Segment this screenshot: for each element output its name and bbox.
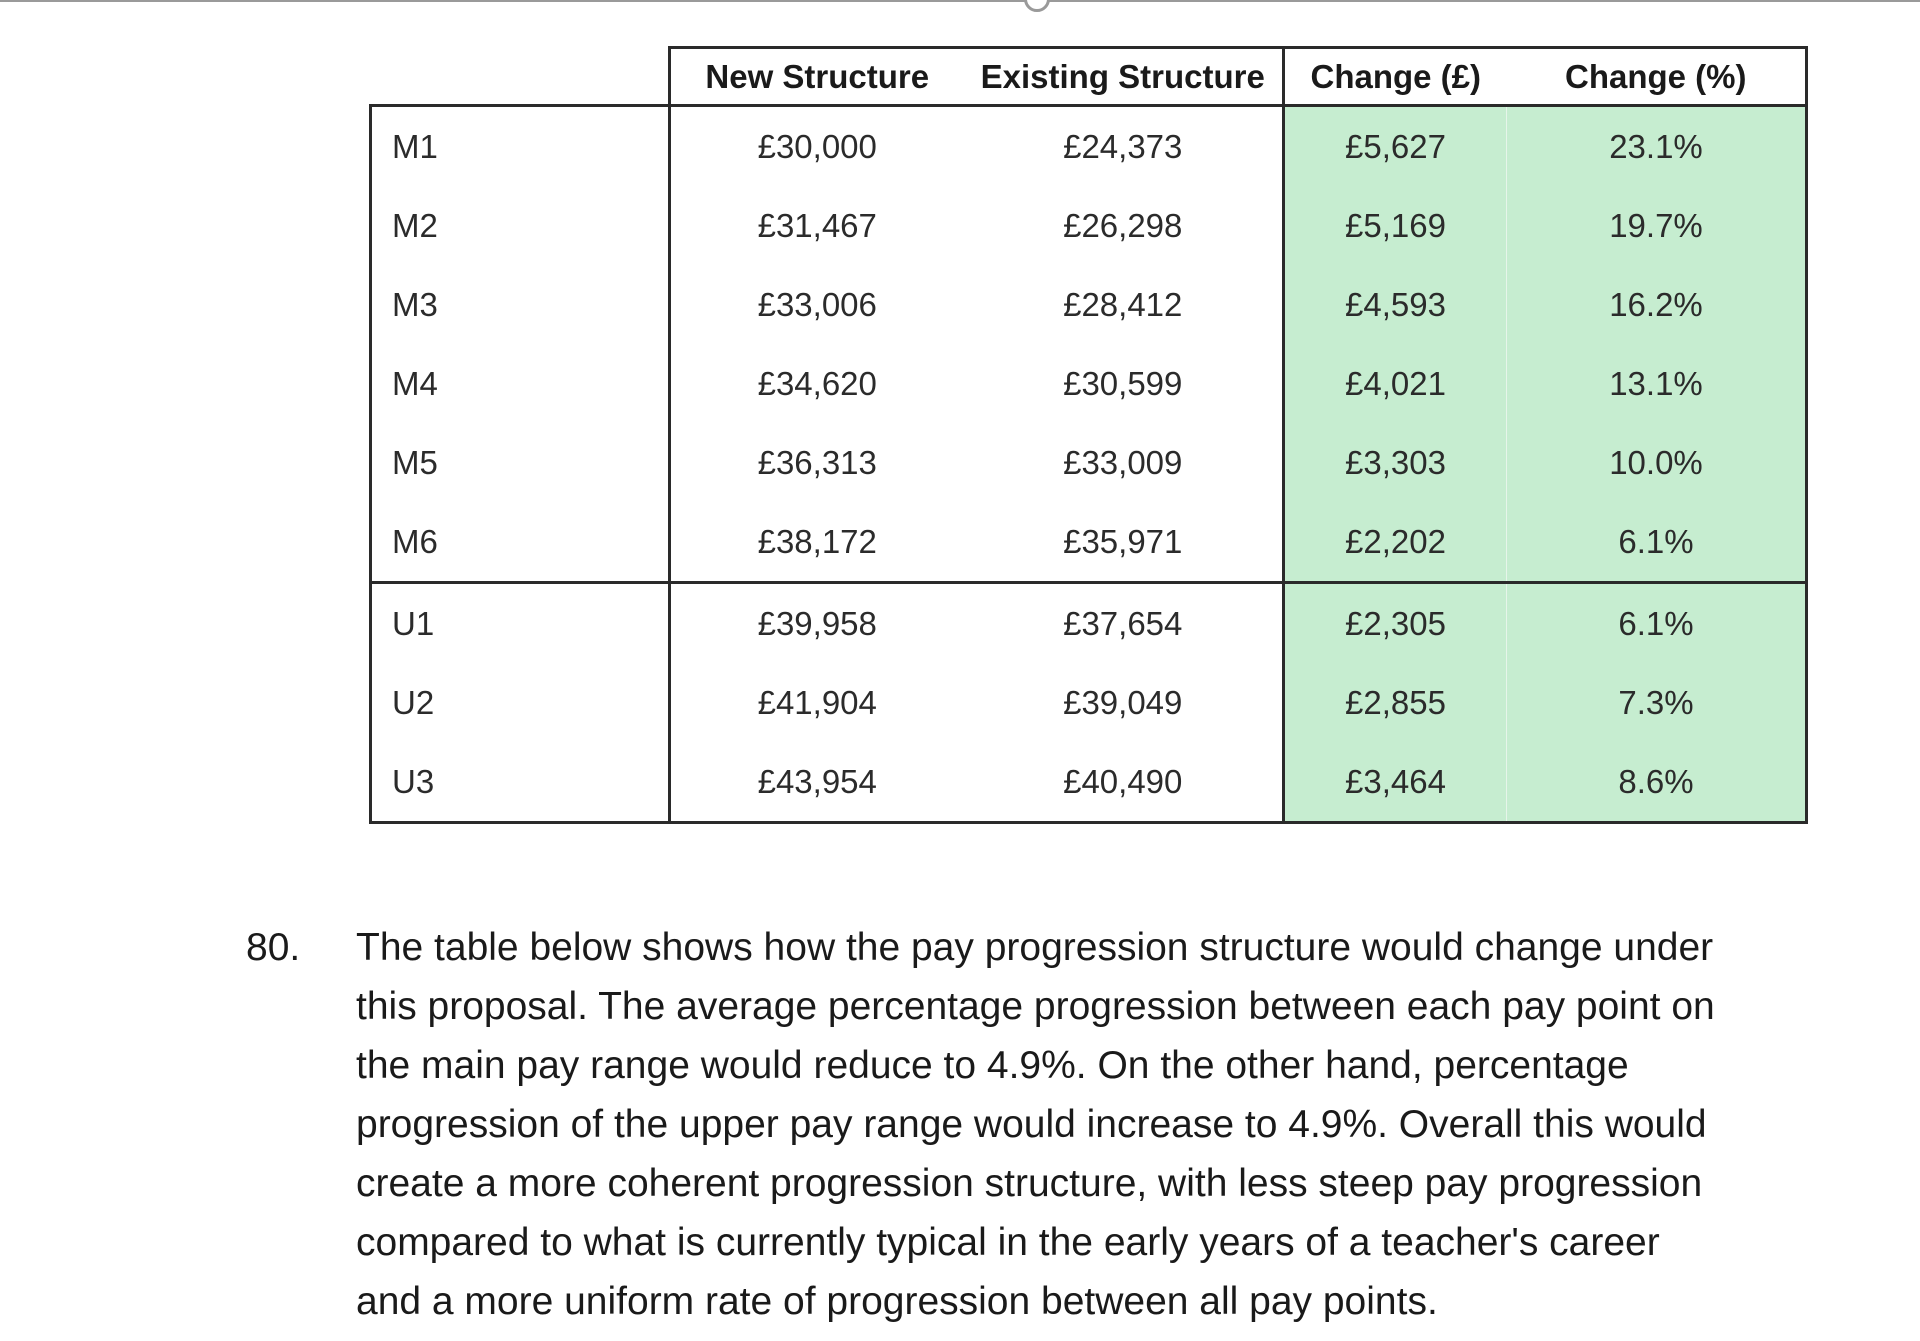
change-pct-value: 23.1%	[1507, 106, 1807, 187]
pay-point-label: M5	[371, 423, 670, 502]
change-pct-value: 19.7%	[1507, 186, 1807, 265]
existing-structure-value: £26,298	[964, 186, 1284, 265]
paragraph-line: progression of the upper pay range would increase to 4.9%. Overall this would	[356, 1103, 1707, 1146]
existing-structure-value: £28,412	[964, 265, 1284, 344]
header-existing-structure: Existing Structure	[964, 48, 1284, 106]
new-structure-value: £39,958	[757, 604, 877, 642]
existing-structure-value: £33,009	[964, 423, 1284, 502]
new-structure-value: £34,620	[757, 364, 877, 402]
new-structure-value: £33,006	[757, 285, 877, 323]
change-pct-value: 13.1%	[1507, 344, 1807, 423]
table-row	[371, 742, 1807, 823]
existing-structure-value: £24,373	[964, 106, 1284, 187]
table-row	[371, 583, 1807, 664]
pay-point-label: U3	[371, 742, 670, 823]
change-gbp-value: £3,464	[1284, 742, 1507, 823]
table-row	[371, 265, 1807, 344]
paragraph-line: The table below shows how the pay progression structure would change under	[356, 926, 1714, 969]
table-row	[371, 663, 1807, 742]
change-gbp-value: £4,021	[1284, 344, 1507, 423]
new-structure-value: £41,904	[757, 683, 877, 721]
change-gbp-value: £2,855	[1284, 663, 1507, 742]
change-gbp-value: £2,305	[1284, 583, 1507, 664]
paragraph-line: the main pay range would reduce to 4.9%. On the other hand, percentage	[356, 1044, 1629, 1087]
new-structure-value: £38,172	[670, 502, 964, 583]
table-row	[371, 423, 1807, 502]
new-structure-value: £30,000	[757, 127, 877, 165]
new-structure-value: £31,467	[757, 206, 877, 244]
table-row	[371, 502, 1807, 583]
change-gbp-value: £5,627	[1284, 106, 1507, 187]
change-pct-value: 8.6%	[1507, 742, 1807, 823]
pay-point-label: U2	[371, 663, 670, 742]
change-pct-value: 6.1%	[1507, 583, 1807, 664]
pay-point-label: M2	[371, 186, 670, 265]
new-structure-value: £43,954	[670, 742, 964, 823]
page-top-rule	[0, 0, 1920, 2]
change-gbp-value: £2,202	[1284, 502, 1507, 583]
paragraph-line: and a more uniform rate of progression between all pay points.	[356, 1280, 1438, 1323]
pay-point-label: M1	[371, 106, 670, 187]
table-row	[371, 186, 1807, 265]
existing-structure-value: £40,490	[964, 742, 1284, 823]
existing-structure-value: £39,049	[964, 663, 1284, 742]
header-blank-cell	[371, 48, 670, 106]
pay-point-label: M6	[371, 502, 670, 583]
change-pct-value: 6.1%	[1507, 502, 1807, 583]
table-header-row	[371, 48, 1807, 106]
paragraph-text	[356, 918, 1856, 1331]
pay-point-label: M3	[371, 265, 670, 344]
existing-structure-value: £37,654	[964, 583, 1284, 664]
paragraph-line: create a more coherent progression structure, with less steep pay progression	[356, 1162, 1703, 1205]
paragraph-number: 80.	[246, 926, 301, 969]
page-break-marker-icon	[1024, 0, 1050, 12]
change-gbp-value: £4,593	[1284, 265, 1507, 344]
table-row	[371, 344, 1807, 423]
table-row	[371, 106, 1807, 187]
new-structure-value: £36,313	[757, 443, 877, 481]
header-change-pct: Change (%)	[1507, 48, 1807, 106]
paragraph-80	[246, 918, 1866, 1331]
paragraph-line: this proposal. The average percentage progression between each pay point on	[356, 985, 1715, 1028]
change-pct-value: 16.2%	[1507, 265, 1807, 344]
change-gbp-value: £5,169	[1284, 186, 1507, 265]
paragraph-line: compared to what is currently typical in the early years of a teacher's career	[356, 1221, 1660, 1264]
pay-point-label: M4	[371, 344, 670, 423]
header-change-gbp: Change (£)	[1284, 48, 1507, 106]
change-pct-value: 10.0%	[1507, 423, 1807, 502]
pay-point-label: U1	[371, 583, 670, 664]
change-pct-value: 7.3%	[1507, 663, 1807, 742]
pay-structure-table	[369, 46, 1808, 824]
existing-structure-value: £35,971	[964, 502, 1284, 583]
existing-structure-value: £30,599	[964, 344, 1284, 423]
change-gbp-value: £3,303	[1284, 423, 1507, 502]
header-new-structure: New Structure	[670, 48, 964, 106]
